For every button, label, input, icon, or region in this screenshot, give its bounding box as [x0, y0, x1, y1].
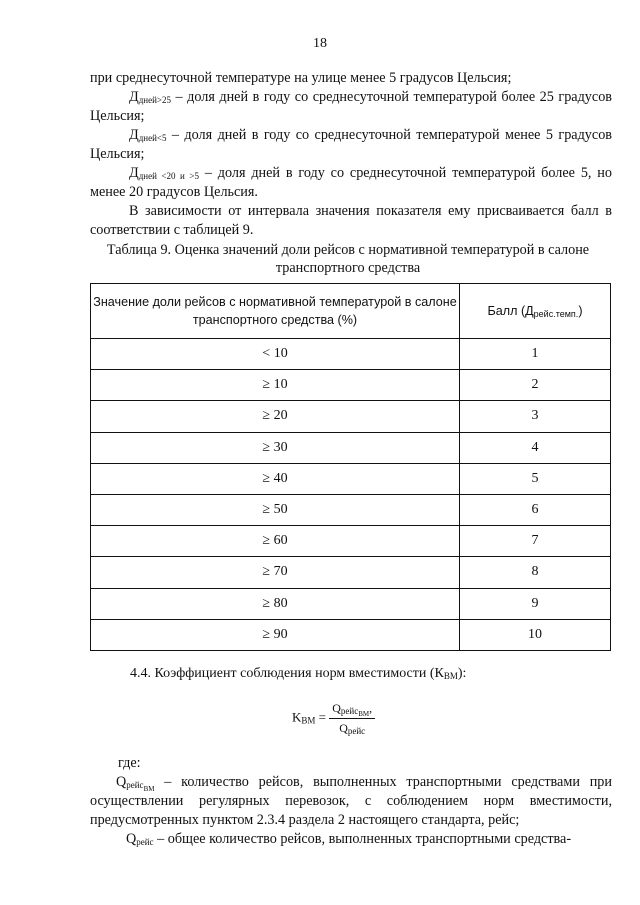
where-block — [90, 754, 612, 849]
score-assignment-text: В зависимости от интервала значения показателя ему присваивается балл в соответствии с таблицей 9. — [90, 203, 612, 238]
numerator-symbol: Q — [332, 701, 341, 715]
caption-line: Таблица 9. Оценка значений доли рейсов с нормативной температурой в салоне — [106, 242, 590, 258]
definition-q-total — [90, 830, 612, 849]
cell-score: 6 — [460, 494, 611, 525]
table-row — [91, 526, 611, 557]
cell-score: 3 — [460, 401, 611, 432]
symbol: Q — [126, 831, 137, 847]
table-row — [91, 463, 611, 494]
formula-lhs: K — [292, 709, 302, 725]
numerator-subsubscript: ВМ — [358, 710, 370, 718]
section-title-end: ): — [457, 666, 467, 681]
cell-score: 7 — [460, 526, 611, 557]
cell-score: 10 — [460, 619, 611, 650]
numerator-subscript: рейс — [340, 706, 359, 716]
definition-cold-days — [90, 126, 612, 164]
table-row — [91, 557, 611, 588]
table-row — [91, 401, 611, 432]
denominator-subscript: рейс — [347, 726, 366, 736]
section-title — [130, 666, 466, 682]
symbol: Д — [129, 165, 139, 181]
table-row — [91, 432, 611, 463]
cell-value: ≥ 10 — [91, 370, 460, 401]
intro-line: при среднесуточной температуре на улице менее 5 градусов Цельсия; — [90, 70, 512, 86]
column-header-score — [460, 284, 611, 339]
table-row — [91, 494, 611, 525]
symbol-subscript: рейс — [136, 837, 154, 847]
cell-value: ≥ 70 — [91, 557, 460, 588]
cell-score: 8 — [460, 557, 611, 588]
cell-value: ≥ 50 — [91, 494, 460, 525]
definition-q-vm — [90, 773, 612, 830]
symbol-subscript: рейс — [126, 780, 144, 790]
symbol-subscript: дней>25 — [138, 95, 171, 105]
section-title-subscript: ВМ — [443, 671, 458, 681]
denominator-symbol: Q — [339, 721, 348, 735]
score-table — [90, 283, 611, 651]
table-row — [91, 588, 611, 619]
header-text-end: ) — [578, 304, 583, 318]
cell-value: ≥ 60 — [91, 526, 460, 557]
cell-value: ≥ 20 — [91, 401, 460, 432]
definition-text: – количество рейсов, выполненных транспортными средствами при осуществлении регулярных перевозок, с соблюдением норм вместимости, предусмотренных пунктом 2.3.4 раздела 2 настоящего стандарта, рейс; — [90, 774, 612, 828]
header-text: Балл (Д — [487, 304, 534, 318]
symbol-subscript: дней <20 и >5 — [138, 171, 199, 181]
definition-text: – общее количество рейсов, выполненных транспортными средства- — [153, 831, 572, 847]
definition-text: – доля дней в году со среднесуточной температурой более 25 градусов Цельсия; — [90, 89, 612, 124]
formula-lhs-subscript: ВМ — [301, 715, 316, 726]
caption-line: транспортного средства — [275, 260, 421, 276]
cell-score: 4 — [460, 432, 611, 463]
intro-block — [90, 69, 612, 240]
cell-value: ≥ 40 — [91, 463, 460, 494]
formula — [292, 701, 375, 736]
page-number: 18 — [313, 36, 327, 51]
cell-score: 2 — [460, 370, 611, 401]
cell-score: 1 — [460, 339, 611, 370]
section-title-text: 4.4. Коэффициент соблюдения норм вместимости (К — [130, 666, 444, 681]
table-caption — [88, 241, 608, 277]
table-row — [91, 339, 611, 370]
cell-value: ≥ 90 — [91, 619, 460, 650]
formula-denominator — [329, 719, 375, 736]
table-row — [91, 619, 611, 650]
formula-fraction — [329, 701, 375, 736]
symbol-subscript: дней<5 — [138, 133, 167, 143]
cell-value: ≥ 30 — [91, 432, 460, 463]
header-subscript: рейс.темп. — [533, 309, 579, 319]
symbol: Д — [129, 127, 139, 143]
definition-text: – доля дней в году со среднесуточной температурой более 5, но менее 20 градусов Цельсия. — [90, 165, 612, 200]
cell-score: 9 — [460, 588, 611, 619]
formula-equals: = — [315, 709, 330, 725]
cell-value: ≥ 80 — [91, 588, 460, 619]
formula-numerator — [329, 701, 375, 719]
symbol: Q — [116, 774, 127, 790]
cell-score: 5 — [460, 463, 611, 494]
where-label: где: — [118, 755, 141, 771]
definition-hot-days — [90, 88, 612, 126]
column-header-value: Значение доли рейсов с нормативной температурой в салоне транспортного средства (%) — [91, 284, 460, 339]
definition-mid-days — [90, 164, 612, 202]
symbol-subsubscript: ВМ — [143, 785, 155, 793]
numerator-end: , — [369, 701, 373, 715]
table-row — [91, 370, 611, 401]
definition-text: – доля дней в году со среднесуточной температурой менее 5 градусов Цельсия; — [90, 127, 612, 162]
symbol: Д — [129, 89, 139, 105]
table-header-row — [91, 284, 611, 339]
cell-value: < 10 — [91, 339, 460, 370]
